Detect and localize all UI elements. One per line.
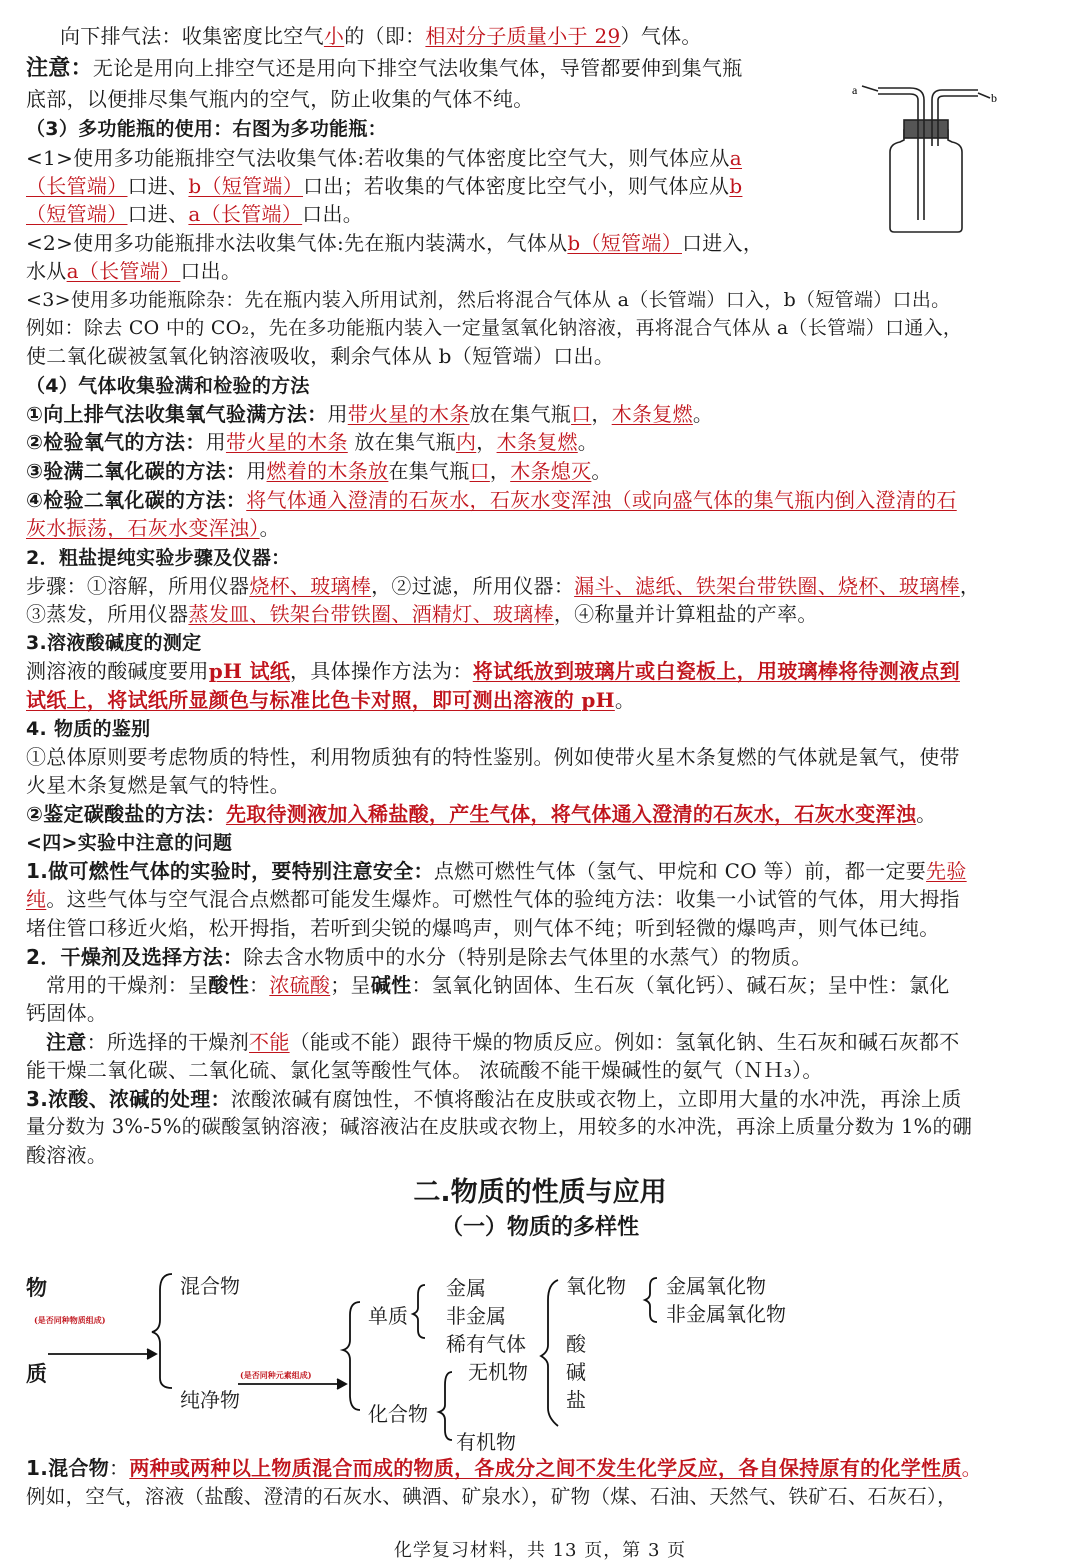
page-footer: 化学复习材料，共 13 页，第 3 页 xyxy=(393,1540,687,1561)
section2-subtitle: （一）物质的多样性 xyxy=(440,1215,639,1240)
tree-nonmetal: 非金属 xyxy=(446,1304,506,1328)
tree-base: 碱 xyxy=(566,1360,586,1384)
ident-line-1: ①总体原则要考虑物质的特性，利用物质独有的特性鉴别。例如使带火星木条复燃的气体就是氧气，使带 xyxy=(26,745,960,769)
attention-heading: <四>实验中注意的问题 xyxy=(26,832,233,854)
att-s1-line2: 纯。这些气体与空气混合点燃都可能发生爆炸。可燃性气体的验纯方法：收集一小试管的气体，用大拇指 xyxy=(26,887,960,911)
ident-line-3: ②鉴定碳酸盐的方法：先取待测液加入稀盐酸，产生气体，将气体通入澄清的石灰水，石灰水变浑浊。 xyxy=(26,802,937,826)
att-s2-line2: 常用的干燥剂：呈酸性：浓硫酸；呈碱性：氢氧化钠固体、生石灰（氧化钙）、碱石灰；呈中性：氯化 xyxy=(46,973,950,997)
tree-lines xyxy=(0,1260,1080,1460)
tree-oxide: 氧化物 xyxy=(566,1274,626,1298)
check-item-1: ①向上排气法收集氧气验满方法：用带火星的木条放在集气瓶口，木条复燃。 xyxy=(26,402,714,426)
tree-acid: 酸 xyxy=(566,1332,586,1356)
att-s3-line3: 酸溶液。 xyxy=(26,1143,108,1167)
multi-p3-line3: 使二氧化碳被氢氧化钠溶液吸收，剩余气体从 b（短管端）口出。 xyxy=(26,344,615,368)
multi-p1-line2: （长管端）口进、b（短管端）口出；若收集的气体密度比空气小，则气体应从b xyxy=(26,174,743,198)
salt-heading: 2．粗盐提纯实验步骤及仪器： xyxy=(26,547,291,569)
multi-p2-line2: 水从a（长管端）口出。 xyxy=(26,259,242,283)
gas-check-heading: （4）气体收集验满和检验的方法 xyxy=(26,375,310,397)
ph-line-1: 测溶液的酸碱度要用pH 试纸，具体操作方法为：将试纸放到玻璃片或白瓷板上，用玻璃棒将待测液点到 xyxy=(26,659,960,683)
tree-organic: 有机物 xyxy=(456,1430,516,1454)
multifunction-bottle-figure xyxy=(848,80,1018,240)
ph-heading: 3.溶液酸碱度的测定 xyxy=(26,632,202,654)
tree-zhi: 质 xyxy=(26,1362,47,1386)
tree-compound: 化合物 xyxy=(368,1402,428,1426)
tree-wu: 物 xyxy=(26,1276,47,1300)
note-line-2: 底部，以便排尽集气瓶内的空气，防止收集的气体不纯。 xyxy=(26,87,534,111)
ph-line-2: 试纸上，将试纸所显颜色与标准比色卡对照，即可测出溶液的 pH。 xyxy=(26,688,636,712)
att-s2-line5: 能干燥二氧化碳、二氧化硫、氯化氢等酸性气体。 浓硫酸不能干燥碱性的氨气（ＮＨ₃）。 xyxy=(26,1058,823,1082)
tree-pure: 纯净物 xyxy=(180,1388,240,1412)
salt-line-2: ③蒸发，所用仪器蒸发皿、铁架台带铁圈、酒精灯、玻璃棒，④称量并计算粗盐的产率。 xyxy=(26,602,818,626)
multi-p3-line1: <3>使用多功能瓶除杂：先在瓶内装入所用试剂，然后将混合气体从 a（长管端）口入，b（短管端）口出。 xyxy=(26,289,951,311)
ident-line-2: 火星木条复燃是氧气的特性。 xyxy=(26,773,290,797)
multi-p1-line1: <1>使用多功能瓶排空气法收集气体:若收集的气体密度比空气大，则气体应从a xyxy=(26,146,743,170)
exhaust-down-line: 向下排气法：收集密度比空气小的（即：相对分子质量小于 29）气体。 xyxy=(60,24,702,48)
att-s2-line4: 注意：所选择的干燥剂不能（能或不能）跟待干燥的物质反应。例如：氢氧化钠、生石灰和碱石灰都不 xyxy=(46,1030,960,1054)
tree-mixture: 混合物 xyxy=(180,1274,240,1298)
tree-metal-oxide: 金属氧化物 xyxy=(666,1274,766,1298)
multi-bottle-heading: （3）多功能瓶的使用：右图为多功能瓶： xyxy=(26,118,387,140)
section2-title: 二.物质的性质与应用 xyxy=(413,1177,667,1208)
label-b: b xyxy=(991,91,997,105)
multi-p1-line3: （短管端）口进、a（长管端）口出。 xyxy=(26,202,364,226)
ident-heading: 4. 物质的鉴别 xyxy=(26,718,151,740)
multi-p3-line2: 例如：除去 CO 中的 CO₂，先在多功能瓶内装入一定量氢氧化钠溶液，再将混合气体从 a（长管端）口通入， xyxy=(26,317,963,339)
tree-element: 单质 xyxy=(368,1304,408,1328)
tree-salt: 盐 xyxy=(566,1388,586,1412)
att-s1-line1: 1.做可燃性气体的实验时，要特别注意安全：点燃可燃性气体（氢气、甲烷和 CO 等）前，都一定要先验 xyxy=(26,859,967,883)
tree-nonmetal-oxide: 非金属氧化物 xyxy=(666,1302,786,1326)
check-item-4-line1: ④检验二氧化碳的方法：将气体通入澄清的石灰水，石灰水变浑浊（或向盛气体的集气瓶内倒入澄清的石 xyxy=(26,488,957,512)
multi-p2-line1: <2>使用多功能瓶排水法收集气体:先在瓶内装满水，气体从b（短管端）口进入， xyxy=(26,231,764,255)
att-s2-line3: 钙固体。 xyxy=(26,1001,108,1025)
mixture-examples: 例如，空气，溶液（盐酸、澄清的石灰水、碘酒、矿泉水），矿物（煤、石油、天然气、铁矿石、石灰石）， xyxy=(26,1485,957,1508)
note-line-1: 注意：无论是用向上排空气还是用向下排空气法收集气体，导管都要伸到集气瓶 xyxy=(26,56,743,81)
tree-metal: 金属 xyxy=(446,1276,486,1300)
classification-tree xyxy=(0,1260,1080,1460)
att-s2-line1: 2．干燥剂及选择方法：除去含水物质中的水分（特别是除去气体里的水蒸气）的物质。 xyxy=(26,945,812,969)
salt-line-1: 步骤：①溶解，所用仪器烧杯、玻璃棒，②过滤，所用仪器：漏斗、滤纸、铁架台带铁圈、烧杯、玻璃棒， xyxy=(26,574,981,598)
mixture-definition: 1.混合物：两种或两种以上物质混合而成的物质，各成分之间不发生化学反应，各自保持原有的化学性质。 xyxy=(26,1456,982,1480)
label-a: a xyxy=(852,83,858,97)
tree-noble-gas: 稀有气体 xyxy=(446,1332,526,1356)
att-s1-line3: 堵住管口移近火焰，松开拇指，若听到尖锐的爆鸣声，则气体不纯；听到轻微的爆鸣声，则气体已纯。 xyxy=(26,916,940,940)
check-item-4-line2: 灰水振荡，石灰水变浑浊）。 xyxy=(26,516,280,540)
att-s3-line2: 量分数为 3%-5%的碳酸氢钠溶液；碱溶液沾在皮肤或衣物上，用较多的水冲洗，再涂上质量分数为 1%的硼 xyxy=(26,1115,973,1138)
tree-note-same-substance: (是否同种物质组成) xyxy=(34,1315,106,1325)
tree-inorganic: 无机物 xyxy=(468,1360,528,1384)
att-s3-line1: 3.浓酸、浓碱的处理：浓酸浓碱有腐蚀性，不慎将酸沾在皮肤或衣物上，立即用大量的水冲洗，再涂上质 xyxy=(26,1087,962,1111)
check-item-3: ③验满二氧化碳的方法：用燃着的木条放在集气瓶口，木条熄灭。 xyxy=(26,459,612,483)
check-item-2: ②检验氧气的方法：用带火星的木条 放在集气瓶内，木条复燃。 xyxy=(26,430,599,454)
tree-note-same-element: (是否同种元素组成) xyxy=(240,1370,312,1380)
